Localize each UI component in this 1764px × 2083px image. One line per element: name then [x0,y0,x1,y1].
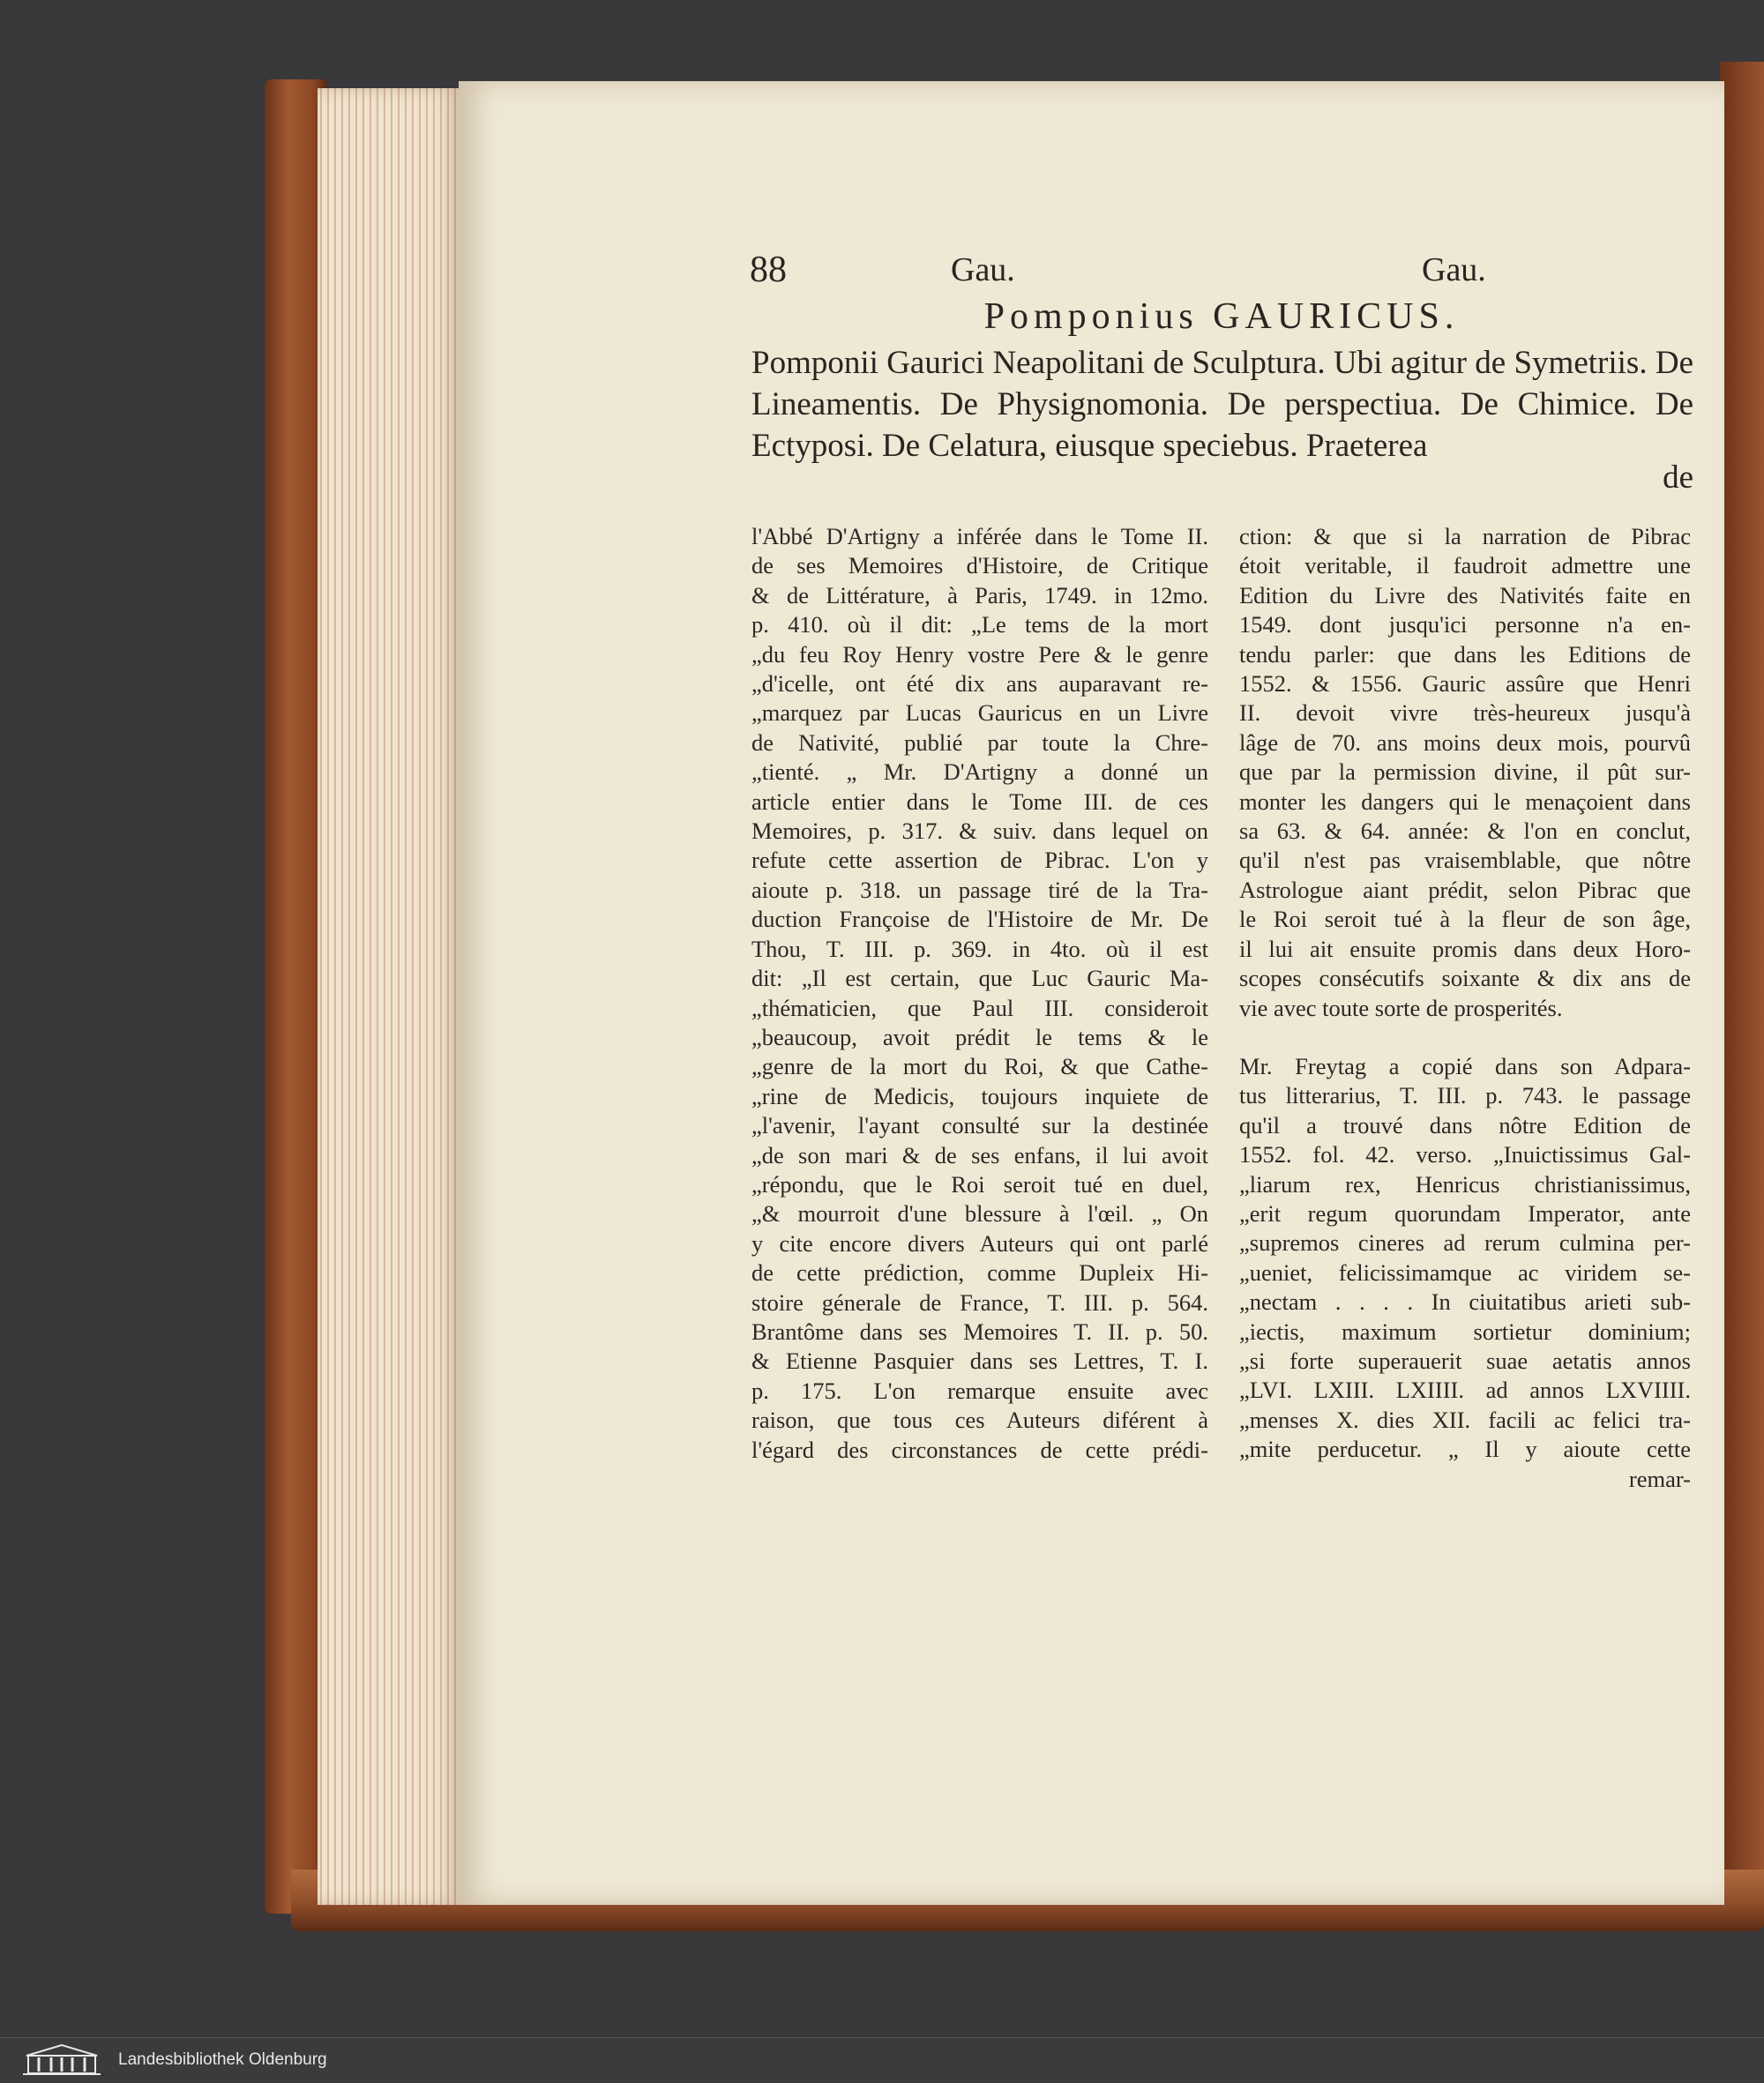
text-line: „ueniet, felicissimamque ac viridem se- [1239,1258,1691,1286]
text-line: sa 63. & 64. année: & l'on en conclut, [1239,818,1691,845]
text-line: „liarum rex, Henricus christianissimus, [1239,1170,1691,1198]
text-line: „beaucoup, avoit prédit le tems & le [751,1023,1208,1050]
text-line: Brantôme dans ses Memoires T. II. p. 50. [751,1318,1208,1345]
left-column [751,522,1208,1465]
text-line: dit: „Il est certain, que Luc Gauric Ma- [751,965,1208,992]
text-line: que par la permission divine, il pût sur- [1239,758,1691,786]
book-cover-right [1720,62,1764,1896]
text-line: „d'icelle, ont été dix ans auparavant re- [751,670,1208,698]
page-number: 88 [750,250,787,290]
text-line: „rine de Medicis, toujours inquiete de [751,1082,1208,1109]
text-line: y cite encore divers Auteurs qui ont parlé [751,1229,1208,1257]
running-head-right: Gau. [1422,251,1486,288]
intro-catchword: de [1663,459,1693,496]
text-line: & de Littérature, à Paris, 1749. in 12mo. [751,581,1208,608]
text-line: étoit veritable, il faudroit admettre une [1239,552,1691,579]
text-line: „supremos cineres ad rerum culmina per- [1239,1229,1691,1257]
text-line: p. 410. où il dit: „Le tems de la mort [751,611,1208,638]
text-line: „du feu Roy Henry vostre Pere & le genre [751,640,1208,668]
text-line: il lui ait ensuite promis dans deux Horo- [1239,935,1691,962]
text-line: raison, que tous ces Auteurs diférent à [751,1407,1208,1434]
text-line: 1552. fol. 42. verso. „Inuictissimus Gal- [1239,1141,1691,1168]
text-line: „menses X. dies XII. facili ac felici tra- [1239,1406,1691,1433]
text-line: II. devoit vivre très-heureux jusqu'à [1239,699,1691,727]
text-line: „marquez par Lucas Gauricus en un Livre [751,699,1208,727]
text-line: „erit regum quorundam Imperator, ante [1239,1199,1691,1227]
text-line: „nectam . . . . In ciuitatibus arieti sub- [1239,1288,1691,1316]
text-line: vie avec toute sorte de prosperités. [1239,994,1563,1021]
text-line: Mr. Freytag a copié dans son Adpara- [1239,1052,1691,1079]
footer-bar [0,2037,1764,2083]
text-line: de cette prédiction, comme Dupleix Hi- [751,1259,1208,1287]
text-line: qu'il n'est pas vraisemblable, que nôtre [1239,847,1691,874]
library-building-icon [18,2043,106,2077]
text-line: de Nativité, publié par toute la Chre- [751,728,1208,756]
library-name: Landesbibliothek Oldenburg [118,2050,327,2069]
text-line: „répondu, que le Roi seroit tué en duel, [751,1170,1208,1198]
text-line: „genre de la mort du Roi, & que Cathe- [751,1053,1208,1080]
text-line: 1552. & 1556. Gauric assûre que Henri [1239,670,1691,698]
section-title: Pomponius GAURICUS. [983,296,1460,337]
text-line: „l'avenir, l'ayant consulté sur la destinée [751,1112,1208,1139]
text-line: aioute p. 318. un passage tiré de la Tra- [751,876,1208,903]
text-line: l'égard des circonstances de cette prédi- [751,1436,1208,1463]
text-line: duction Françoise de l'Histoire de Mr. De [751,906,1208,933]
intro-paragraph: Pomponii Gaurici Neapolitani de Sculptura. Ubi agitur de Symetriis. De Lineamentis. De Physignomonia. De perspectiua. De Chimice. De Ectyposi. De Celatura, eiusque speciebus. Praeterea [751,345,1693,464]
text-line: de ses Memoires d'Histoire, de Critique [751,552,1208,579]
text-line: Edition du Livre des Nativités faite en [1239,581,1691,608]
text-line: „de son mari & de ses enfans, il lui avoit [751,1141,1208,1168]
text-line: stoire génerale de France, T. III. p. 564. [751,1288,1208,1316]
catchword: remar- [1628,1465,1691,1492]
text-line: „thématicien, que Paul III. consideroit [751,994,1208,1021]
text-line: le Roi seroit tué à la fleur de son âge, [1239,906,1691,933]
text-line: monter les dangers qui le menaçoient dans [1239,788,1691,815]
text-line: „& mourroit d'une blessure à l'œil. „ On [751,1200,1208,1228]
running-head-left: Gau. [951,251,1015,288]
text-line: „si forte superauerit suae aetatis annos [1239,1347,1691,1374]
text-line: p. 175. L'on remarque ensuite avec [751,1377,1208,1404]
text-line: „iectis, maximum sortietur dominium; [1239,1318,1691,1345]
text-line: scopes consécutifs soixante & dix ans de [1239,965,1691,992]
paragraph-gap [1239,1023,1691,1052]
text-line: l'Abbé D'Artigny a inférée dans le Tome II. [751,523,1208,549]
text-line: „tienté. „ Mr. D'Artigny a donné un [751,758,1208,786]
text-line: & Etienne Pasquier dans ses Lettres, T. I. [751,1348,1208,1375]
text-line: refute cette assertion de Pibrac. L'on y [751,847,1208,874]
text-line: Astrologue aiant prédit, selon Pibrac que [1239,876,1691,903]
text-line: article entier dans le Tome III. de ces [751,788,1208,815]
text-line: Thou, T. III. p. 369. in 4to. où il est [751,935,1208,962]
text-line: ction: & que si la narration de Pibrac [1239,523,1691,549]
text-line: „mite perducetur. „ Il y aioute cette [1239,1436,1691,1463]
running-header [750,249,1720,291]
text-line: tendu parler: que dans les Editions de [1239,640,1691,668]
page-edges [318,88,459,1905]
text-line: tus litterarius, T. III. p. 743. le passage [1239,1082,1691,1109]
text-line: lâge de 70. ans moins deux mois, pourvû [1239,728,1691,756]
text-line: 1549. dont jusqu'ici personne n'a en- [1239,611,1691,638]
text-line: „LVI. LXIII. LXIIII. ad annos LXVIIII. [1239,1377,1691,1404]
right-column [1239,522,1691,1494]
text-line: Memoires, p. 317. & suiv. dans lequel on [751,818,1208,845]
text-line: qu'il a trouvé dans nôtre Edition de [1239,1111,1691,1139]
